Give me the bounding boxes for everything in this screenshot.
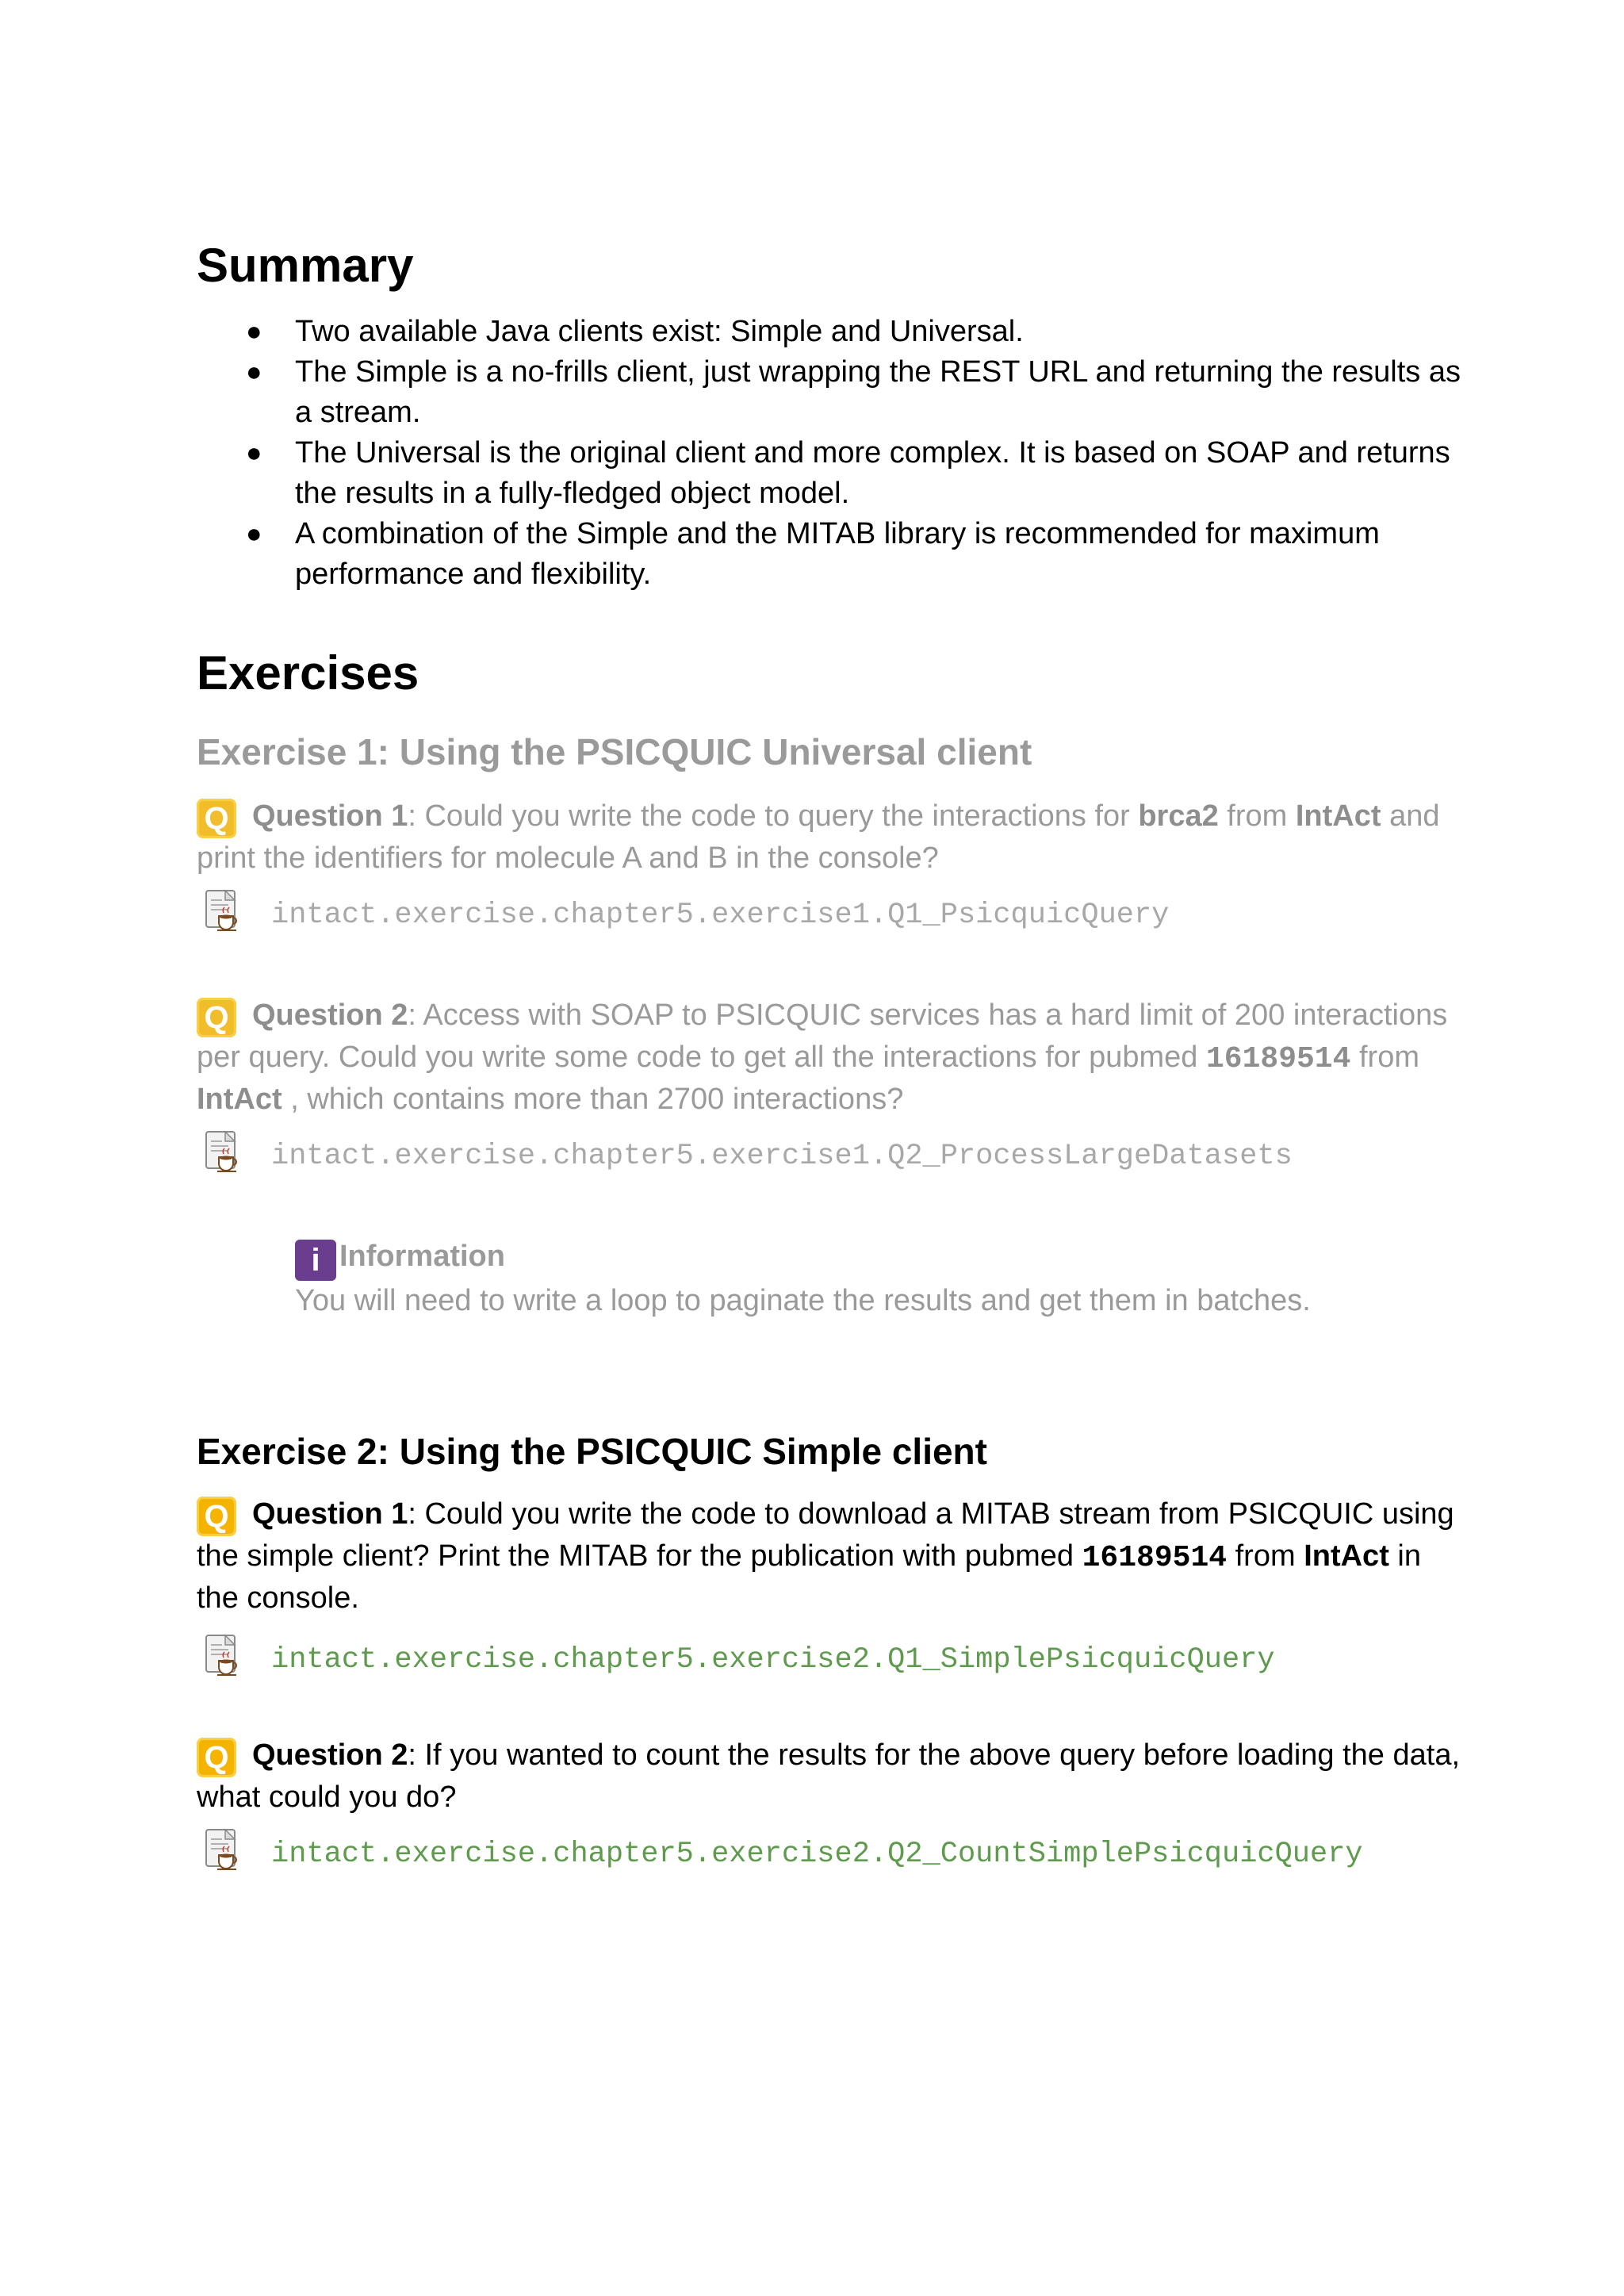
question-label: Question 1	[252, 1497, 408, 1531]
class-path: intact.exercise.chapter5.exercise2.Q1_SimplePsicquicQuery	[271, 1643, 1275, 1677]
info-title: Information	[339, 1240, 505, 1274]
document-page	[197, 238, 1465, 1888]
exercise1-q2-code	[197, 1135, 1465, 1190]
class-path: intact.exercise.chapter5.exercise1.Q2_ProcessLargeDatasets	[271, 1140, 1293, 1174]
java-cup-icon	[205, 1634, 241, 1678]
summary-list	[197, 312, 1465, 595]
list-item: ● The Simple is a no-frills client, just wrapping the REST URL and returning the results as a stream.	[197, 352, 1465, 433]
java-cup-icon	[205, 1130, 241, 1175]
java-cup-icon	[205, 889, 241, 933]
bullet-icon: ●	[246, 316, 262, 347]
list-item: ● A combination of the Simple and the MITAB library is recommended for maximum performance and flexibility.	[197, 514, 1465, 595]
exercise2-heading: Exercise 2: Using the PSICQUIC Simple client	[197, 1431, 987, 1473]
bullet-icon: ●	[246, 438, 262, 468]
exercise2-q1-code	[197, 1639, 1465, 1694]
list-item: ● The Universal is the original client and more complex. It is based on SOAP and returns the results in a fully-fledged object model.	[197, 433, 1465, 514]
question-icon: Q	[197, 1738, 236, 1777]
exercise1-q1-code	[197, 894, 1465, 949]
question-icon: Q	[197, 799, 236, 838]
class-path: intact.exercise.chapter5.exercise2.Q2_CountSimplePsicquicQuery	[271, 1838, 1363, 1872]
question-icon: Q	[197, 998, 236, 1037]
exercise1-question2: Q Question 2: Access with SOAP to PSICQUIC services has a hard limit of 200 interactions per query. Could you write some code to get all the interactions for pubmed 16189514 from IntAct , which contains more than 2700 interactions?	[197, 999, 1448, 1117]
info-text: You will need to write a loop to paginate the results and get them in batches.	[295, 1284, 1311, 1318]
exercise2-question2: Q Question 2: If you wanted to count the results for the above query before loading the data, what could you do?	[197, 1738, 1461, 1815]
java-cup-icon	[205, 1828, 241, 1872]
exercise1-question1: Q Question 1: Could you write the code to query the interactions for brca2 from IntAct and print the identifiers for molecule A and B in the console?	[197, 799, 1440, 876]
bullet-icon: ●	[246, 519, 262, 549]
info-icon: i	[295, 1240, 336, 1281]
question-label: Question 2	[252, 999, 408, 1033]
question-icon: Q	[197, 1497, 236, 1536]
exercises-heading: Exercises	[197, 646, 419, 700]
question-label: Question 2	[252, 1738, 408, 1773]
list-item: ● Two available Java clients exist: Simple and Universal.	[197, 312, 1465, 352]
summary-heading: Summary	[197, 239, 414, 292]
exercise2-question1: Q Question 1: Could you write the code to download a MITAB stream from PSICQUIC using the simple client? Print the MITAB for the publication with pubmed 16189514 from IntAct in the console.	[197, 1497, 1454, 1616]
question-label: Question 1	[252, 799, 408, 834]
class-path: intact.exercise.chapter5.exercise1.Q1_PsicquicQuery	[271, 899, 1170, 933]
exercise2-q2-code	[197, 1833, 1465, 1888]
information-box	[295, 1236, 1465, 1320]
bullet-icon: ●	[246, 357, 262, 387]
exercise1-heading: Exercise 1: Using the PSICQUIC Universal client	[197, 731, 1032, 772]
